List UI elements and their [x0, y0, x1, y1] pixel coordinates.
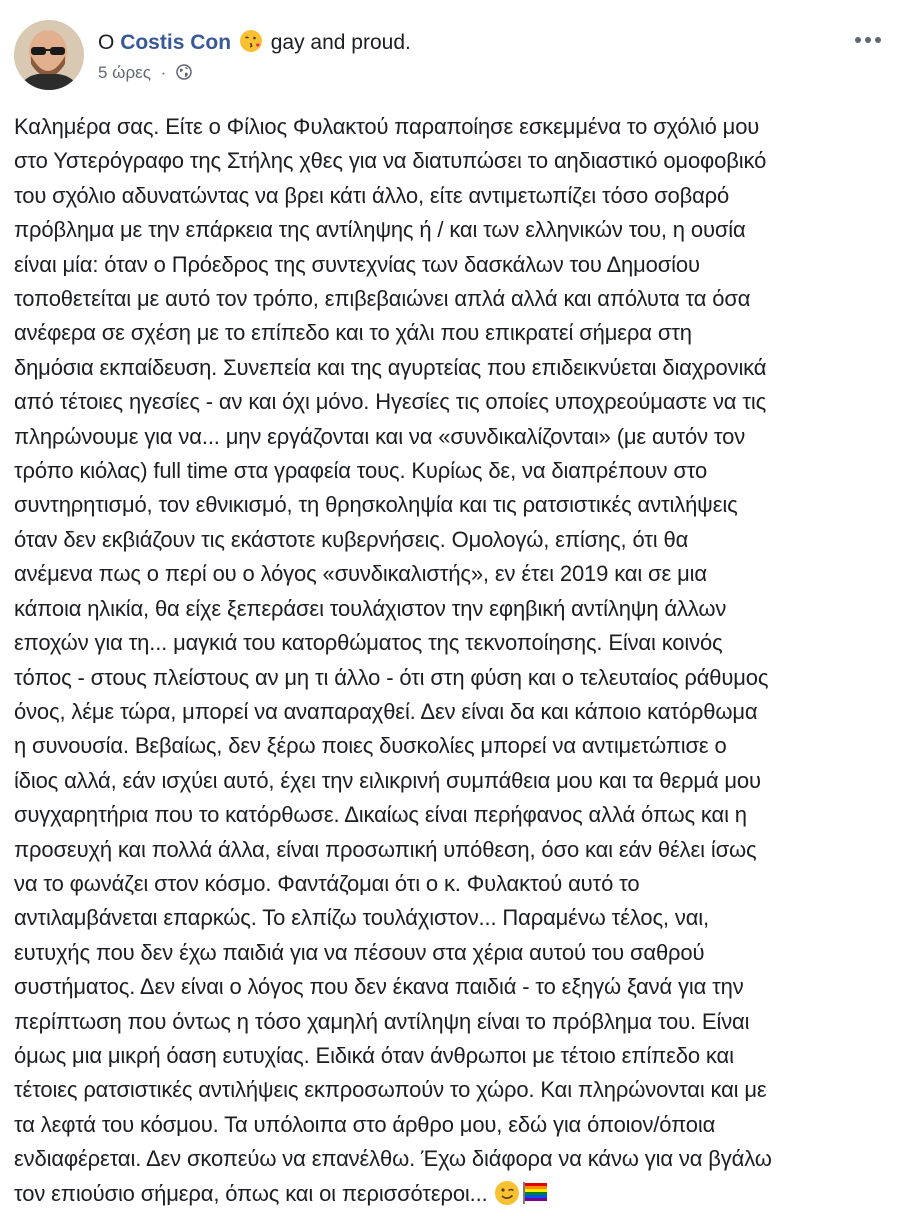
post-timestamp-link[interactable]: 5 ώρες [98, 63, 151, 82]
post-text-line: κάποια ηλικία, θα είχε ξεπεράσει τουλάχιστον την εφηβική αντίληψη άλλων [14, 595, 727, 621]
post-meta [98, 63, 192, 83]
post-text-line: ίδιος αλλά, εάν ισχύει αυτό, έχει την ειλικρινή συμπάθεια μου και τα θερμά μου [14, 767, 761, 793]
author-name-link[interactable]: Costis Con [120, 31, 232, 54]
avatar[interactable] [14, 20, 84, 90]
post-text-line: όμως μια μικρή όαση ευτυχίας. Ειδικά όταν άνθρωποι με τέτοιο επίπεδο και [14, 1042, 734, 1068]
post-text-line: είναι μία: όταν ο Πρόεδρος της συντεχνίας των δασκάλων του Δημοσίου [14, 251, 700, 277]
post-text-line: δημόσια εκπαίδευση. Συνεπεία και της αγυρτείας που επιδεικνύεται διαχρονικά [14, 354, 767, 380]
post-text-line: Καλημέρα σας. Είτε ο Φίλιος Φυλακτού παραποίησε εσκεμμένα το σχόλιό μου [14, 114, 760, 139]
post-text-line: του σχόλιο αδυνατώντας να βρει κάτι άλλο, είτε αντιμετωπίζει τόσο σοβαρό [14, 182, 730, 208]
post-text-line: πρόβλημα με την επάρκεια της αντίληψης ή / και των ελληνικών του, η ουσία [14, 217, 746, 243]
post-text-line: συστήματος. Δεν είναι ο λόγος που δεν έκανα παιδιά - το εξηγώ ξανά για την [14, 974, 744, 1000]
globe-icon[interactable] [176, 64, 192, 80]
post-text-line: τόπος - στους πλείστους αν μη τι άλλο - ότι στη φύση και ο τελευταίος ράθυμος [14, 664, 769, 690]
post-text-line: ευτυχής που δεν έχω παιδιά για να πέσουν στα χέρια αυτού του σαθρού [14, 939, 705, 965]
post-header [14, 20, 886, 92]
post-text-line: συντηρητισμό, τον εθνικισμό, τη θρησκοληψία και τις ρατσιστικές αντιλήψεις [14, 492, 738, 518]
post-text-line: εποχών για τη... μαγκιά του κατορθώματος της τεκνοποίησης. Είναι κοινός [14, 630, 723, 656]
post-text-line: περίπτωση που όντως η τόσο χαμηλή αντίληψη είναι το πρόβλημα του. Είναι [14, 1008, 750, 1034]
post-text-line: τρόπο κιόλας) full time στα γραφεία τους. Κυρίως δε, να διαπρέπουν στο [14, 458, 708, 484]
meta-separator: · [160, 63, 167, 82]
post-text-line: τα λεφτά του κόσμου. Τα υπόλοιπα στο άρθρο μου, εδώ για όποιον/όποια [14, 1111, 716, 1137]
post-text-line: όταν δεν εκβιάζουν τις εκάστοτε κυβερνήσεις. Ομολογώ, επίσης, ότι θα [14, 526, 689, 552]
status-text: gay and proud. [270, 31, 411, 54]
post-text-line: προσευχή και πολλά άλλα, είναι προσωπική υπόθεση, όσο και εάν θέλει ίσως [14, 836, 757, 862]
post-text-line: ενδιαφέρεται. Δεν σκοπεύω να επανέλθω. Έχω διάφορα να κάνω για να βγάλω [14, 1146, 772, 1172]
post-text-line: ανέμενα πως ο περί ου ο λόγος «συνδικαλιστής», εν έτει 2019 και σε μια [14, 561, 707, 587]
post-text-line: η συνουσία. Βεβαίως, δεν ξέρω ποιες δυσκολίες μπορεί να αντιμετώπισε ο [14, 733, 727, 759]
kissing-face-with-heart-icon [239, 29, 263, 53]
author-prefix: Ο [98, 31, 115, 54]
post-text-line: ανέφερα σε σχέση με το επίπεδο και το χάλι που επικρατεί σήμερα στη [14, 320, 692, 346]
post-body-text [14, 110, 886, 1211]
post-text-line: πληρώνουμε για να... μην εργάζονται και να «συνδικαλίζονται» (με αυτόν τον [14, 423, 746, 449]
post-text-line: όνος, λέμε τώρα, μπορεί να αναπαραχθεί. Δεν είναι δα και κάποιο κατόρθωμα [14, 698, 758, 724]
post-text-line: τοποθετείται με αυτό τον τρόπο, επιβεβαιώνει απλά αλλά και απόλυτα τα όσα [14, 286, 751, 312]
post-text-line: στο Υστερόγραφο της Στήλης χθες για να διατυπώσει το αηδιαστικό ομοφοβικό [14, 148, 767, 174]
post-text-line: από τέτοιες ηγεσίες - αν και όχι μόνο. Ηγεσίες τις οποίες υποχρεούμαστε να τις [14, 389, 767, 415]
post-text-line: συγχαρητήρια που το κατόρθωσε. Δικαίως είναι περήφανος αλλά όπως και η [14, 802, 747, 828]
avatar-image [14, 20, 84, 90]
post-text-line: τον επιούσιο σήμερα, όπως και οι περισσότεροι... [14, 1177, 886, 1211]
post-text-line: αντιλαμβάνεται επαρκώς. Το ελπίζω τουλάχιστον... Παραμένω τέλος, ναι, [14, 905, 709, 931]
more-options-icon [854, 36, 882, 44]
post-author-line [98, 29, 411, 56]
post-text-line: τέτοιες ρατσιστικές αντιλήψεις εκπροσωπούν το χώρο. Και πληρώνονται και με [14, 1077, 767, 1103]
more-options-button[interactable] [850, 30, 886, 50]
post-text-line: να το φωνάζει στον κόσμο. Φαντάζομαι ότι ο κ. Φυλακτού αυτό το [14, 870, 640, 896]
